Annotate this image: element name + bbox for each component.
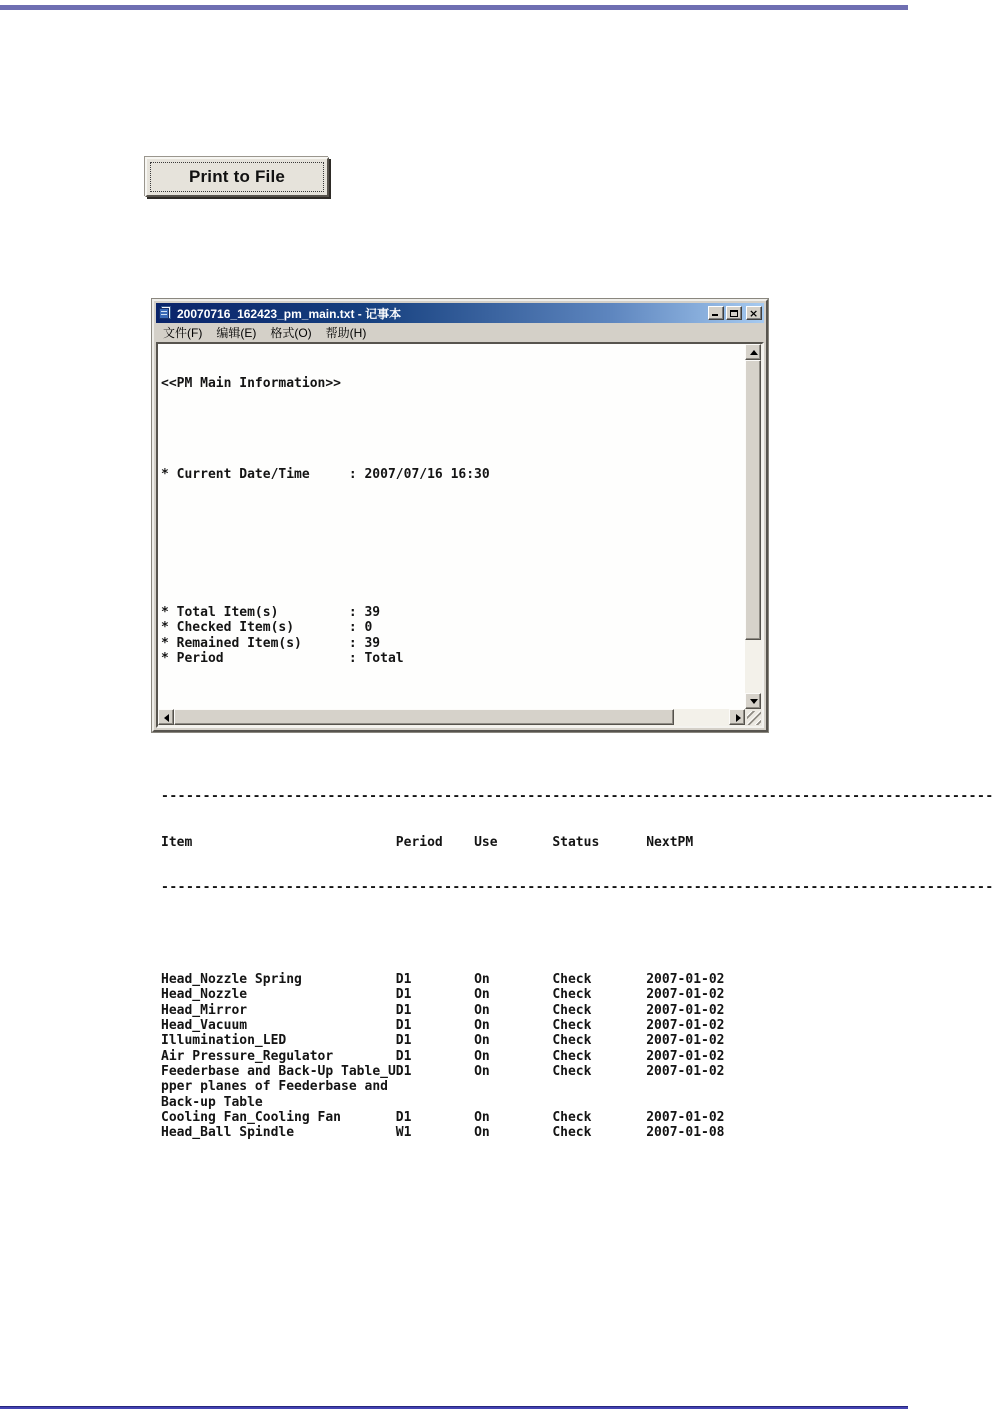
horizontal-scroll-thumb[interactable] — [174, 709, 674, 725]
menu-item[interactable]: 格式(O) — [270, 326, 312, 340]
info-datetime: * Current Date/Time : 2007/07/16 16:30 — [161, 467, 490, 483]
table-row: Air Pressure_Regulator D1 On Check 2007-01-02 — [161, 1048, 725, 1064]
menu-item[interactable]: 帮助(H) — [325, 326, 367, 340]
info-stat-line: * Total Item(s) : 39 — [161, 605, 381, 621]
scroll-left-button[interactable] — [158, 709, 174, 725]
table-row: Illumination_LED D1 On Check 2007-01-02 — [161, 1033, 725, 1049]
minimize-button[interactable] — [708, 306, 724, 320]
doc-heading: <<PM Main Information>> — [161, 375, 342, 391]
print-to-file-button[interactable] — [145, 157, 329, 197]
notepad-body — [156, 342, 994, 1141]
table-row: Feederbase and Back-Up Table_Upper planes of Feederbase and Back-up Table D1 On Check 2007-01-02 — [161, 1063, 725, 1110]
maximize-icon — [730, 310, 738, 317]
table-header-row: Item Period Use Status NextPM — [161, 834, 694, 850]
close-button[interactable] — [746, 306, 762, 320]
window-controls — [708, 306, 762, 320]
text-editor-area[interactable] — [158, 344, 994, 1141]
table-row: Head_Nozzle D1 On Check 2007-01-02 — [161, 987, 725, 1003]
print-to-file-label: Print to File — [188, 167, 286, 186]
resize-grip[interactable] — [745, 709, 762, 726]
notepad-titlebar[interactable] — [156, 303, 764, 323]
horizontal-scrollbar[interactable] — [158, 709, 745, 726]
arrow-right-icon — [736, 714, 741, 722]
arrow-down-icon — [750, 699, 758, 704]
separator-line: ---------------------------------------------------------------------------------------------------- — [161, 880, 994, 896]
arrow-left-icon — [164, 714, 169, 722]
separator-line: ---------------------------------------------------------------------------------------------------- — [161, 788, 994, 804]
arrow-up-icon — [750, 350, 758, 355]
table-row: Cooling Fan_Cooling Fan D1 On Check 2007-01-02 — [161, 1109, 725, 1125]
table-row: Head_Vacuum D1 On Check 2007-01-02 — [161, 1018, 725, 1034]
close-icon: × — [749, 307, 759, 320]
vertical-scrollbar[interactable] — [745, 344, 762, 709]
table-rows — [161, 926, 745, 1140]
top-rule — [0, 5, 908, 10]
scroll-right-button[interactable] — [729, 709, 745, 725]
notepad-icon — [159, 306, 173, 320]
notepad-window — [152, 299, 994, 1141]
info-stats — [161, 559, 745, 666]
vertical-scroll-thumb[interactable] — [745, 360, 761, 640]
info-stat-line: * Checked Item(s) : 0 — [161, 620, 373, 636]
info-stat-line: * Remained Item(s) : 39 — [161, 635, 381, 651]
maximize-button[interactable] — [726, 306, 742, 320]
menu-item[interactable]: 文件(F) — [163, 326, 203, 340]
notepad-menubar — [156, 323, 764, 342]
resize-grip-lines — [747, 711, 761, 725]
scroll-up-button[interactable] — [745, 344, 761, 360]
minimize-icon — [712, 314, 718, 316]
window-title: 20070716_162423_pm_main.txt - 记事本 — [177, 306, 402, 321]
table-row: Head_Nozzle Spring D1 On Check 2007-01-02 — [161, 972, 725, 988]
menu-item[interactable]: 编辑(E) — [216, 326, 257, 340]
table-row: Head_Mirror D1 On Check 2007-01-02 — [161, 1002, 725, 1018]
table-row: Head_Ball Spindle W1 On Check 2007-01-08 — [161, 1125, 725, 1141]
bottom-rule — [0, 1406, 908, 1409]
scroll-down-button[interactable] — [745, 693, 761, 709]
info-stat-line: * Period : Total — [161, 650, 404, 666]
